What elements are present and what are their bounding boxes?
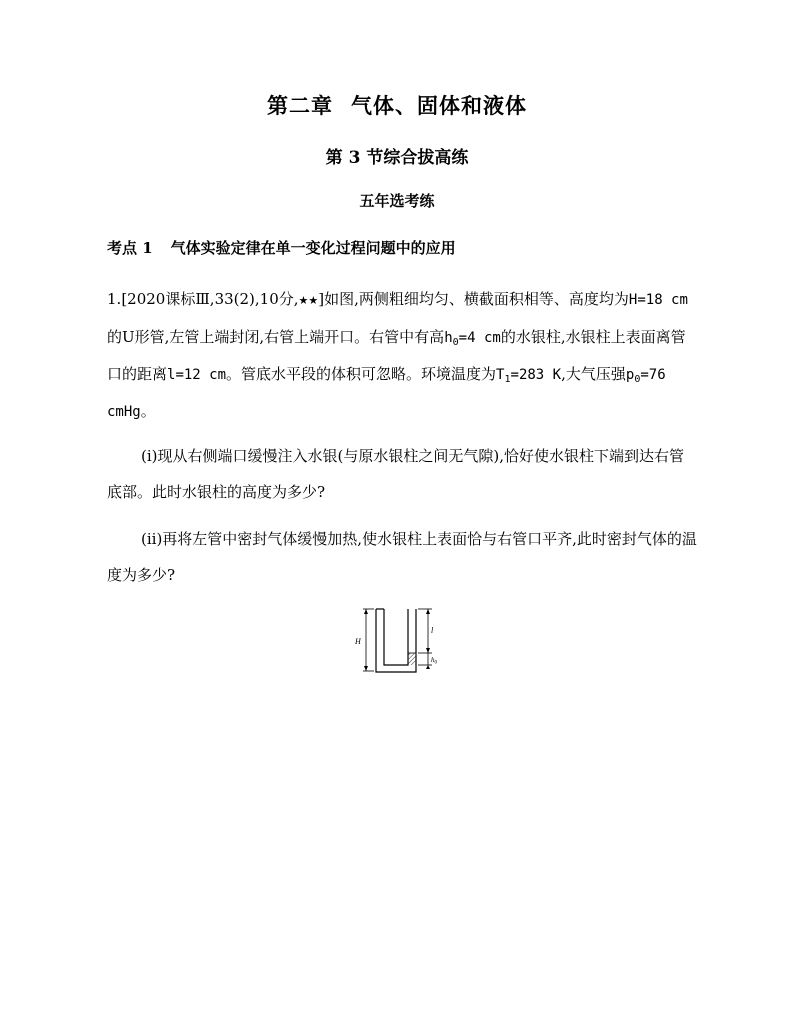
intro-text-2: 的U形管,左管上端封闭,右管上端开口。右管中有高 — [107, 328, 445, 346]
intro-text-5: ,大气压强 — [561, 365, 626, 383]
intro-text-4: 。管底水平段的体积可忽略。环境温度为 — [226, 365, 497, 383]
label-H: H — [355, 637, 361, 646]
question-2: (ⅱ)再将左管中密封气体缓慢加热,使水银柱上表面恰与右管口平齐,此时密封气体的温度为多少? — [107, 530, 697, 584]
h0-value: $h_0=4$ cm — [444, 330, 501, 348]
mercury-column — [409, 653, 416, 665]
topic-heading — [107, 237, 456, 258]
p0-value: $p_0=76$ cmHg — [107, 367, 666, 420]
topic-title: 气体实验定律在单一变化过程问题中的应用 — [170, 239, 456, 257]
chapter-name: 气体、固体和液体 — [351, 93, 527, 118]
t1-value: $T_1=283$ K — [496, 367, 562, 385]
h-value: H=18 cm — [628, 292, 688, 308]
problem-source-end: ] — [318, 290, 325, 308]
problem-source: [2020课标Ⅲ,33(2),10分, — [121, 290, 299, 308]
chapter-title — [0, 90, 794, 120]
label-l: l — [431, 626, 434, 635]
problem-statement — [107, 281, 697, 430]
intro-text-6: 。 — [140, 402, 156, 420]
subtitle: 五年选考练 — [359, 192, 435, 210]
intro-text-3: 的水银柱,水银柱上表面离管口的距离 — [107, 328, 686, 383]
question-1: (ⅰ)现从右侧端口缓慢注入水银(与原水银柱之间无气隙),恰好使水银柱下端到达右管底部。此时水银柱的高度为多少? — [107, 447, 684, 501]
difficulty-stars-icon: ★★ — [298, 294, 319, 307]
topic-number: 考点 1 — [107, 239, 153, 257]
problem-number: 1. — [107, 290, 122, 308]
intro-text-1: 如图,两侧粗细均匀、横截面积相等、高度均为 — [324, 290, 629, 308]
label-h0: $h_0$ — [431, 656, 437, 666]
chapter-number: 第二章 — [267, 93, 333, 118]
section-title: 第 3 节综合拔高练 — [325, 148, 469, 168]
l-value: l=12 cm — [167, 367, 227, 383]
u-tube-diagram — [352, 605, 444, 679]
u-tube-inner — [384, 609, 408, 665]
